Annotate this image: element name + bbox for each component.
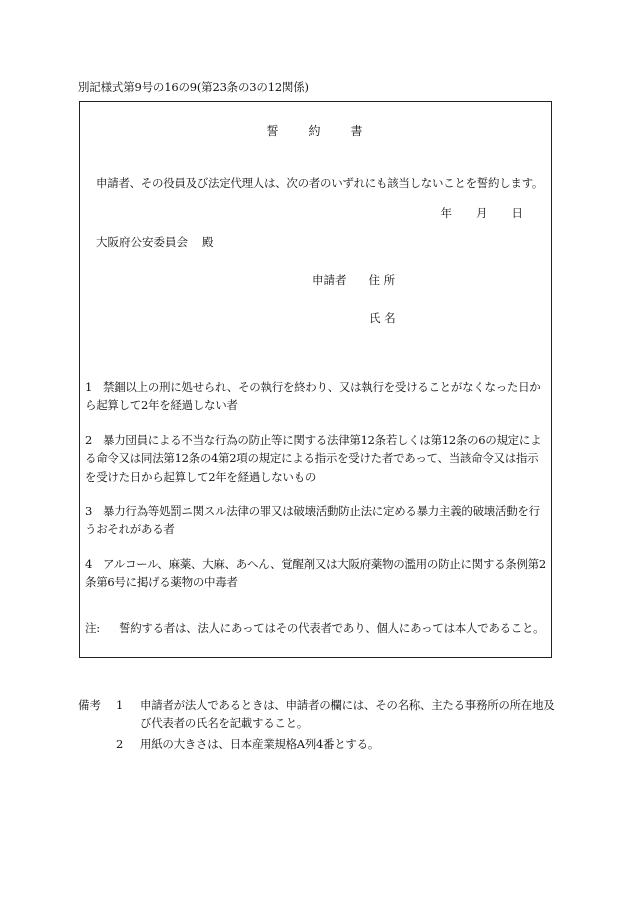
remark-text: 用紙の大きさは、日本産業規格A列4番とする。 (140, 736, 380, 751)
addressee-name: 大阪府公安委員会 (96, 235, 188, 249)
remark-text: 申請者が法人であるときは、申請者の欄には、その名称、主たる事務所の所在地及び代表者の氏名を記載すること。 (140, 698, 555, 731)
note-text: 誓約する者は、法人にあってはその代表者であり、個人にあっては本人であること。 (119, 621, 545, 635)
list-item (85, 431, 547, 486)
item-number: 1 (85, 380, 93, 394)
title-char-3: 書 (350, 124, 365, 138)
applicant-label: 申請者 (312, 273, 347, 287)
note (85, 622, 547, 636)
applicant-address-row (312, 274, 395, 288)
date-day: 日 (511, 206, 523, 220)
title-char-1: 誓 (266, 124, 281, 138)
declaration-text: 申請者、その役員及び法定代理人は、次の者のいずれにも該当しないことを誓約します。 (96, 176, 544, 190)
list-item (85, 502, 547, 539)
item-number: 4 (85, 556, 93, 571)
pledge-form-frame (79, 101, 552, 658)
remark-number: 2 (116, 736, 124, 751)
name-label: 氏 名 (369, 311, 396, 325)
date-month: 月 (476, 206, 488, 220)
list-item (85, 555, 547, 592)
title-char-2: 約 (308, 124, 323, 138)
addressee-honorific: 殿 (202, 235, 214, 249)
note-label: 注: (85, 621, 100, 635)
item-number: 3 (85, 503, 93, 518)
item-number: 2 (85, 432, 93, 447)
remark-entry (78, 735, 558, 753)
form-reference: 別記様式第9号の16の9(第23条の3の12関係) (78, 80, 309, 94)
item-text: 禁錮以上の刑に処せられ、その執行を終わり、又は執行を受けることがなくなった日から起算して2年を経過しない者 (85, 380, 541, 413)
document-title (80, 124, 551, 138)
addressee (96, 236, 214, 250)
remark-entry (78, 696, 558, 733)
item-text: アルコール、麻薬、大麻、あへん、覚醒剤又は大阪府薬物の濫用の防止に関する条例第2条第6号に掲げる薬物の中毒者 (85, 556, 546, 590)
applicant-name-row (369, 312, 396, 326)
item-text: 暴力団員による不当な行為の防止等に関する法律第12条若しくは第12条の6の規定による命令又は同法第12条の4第2項の規定による指示を受けた者であって、当該命令又は指示を受けた日から起算して2年を経過しないもの (85, 432, 542, 484)
list-item (85, 378, 547, 415)
disqualification-items (85, 378, 547, 608)
address-label: 住 所 (368, 273, 396, 287)
date-year: 年 (440, 206, 452, 220)
remarks-label: 備考 (78, 698, 101, 712)
item-text: 暴力行為等処罰ニ関スル法律の罪又は破壊活動防止法に定める暴力主義的破壊活動を行うおそれがある者 (85, 503, 540, 537)
remark-number: 1 (116, 698, 124, 712)
remarks (78, 696, 558, 755)
date-line (417, 207, 524, 221)
